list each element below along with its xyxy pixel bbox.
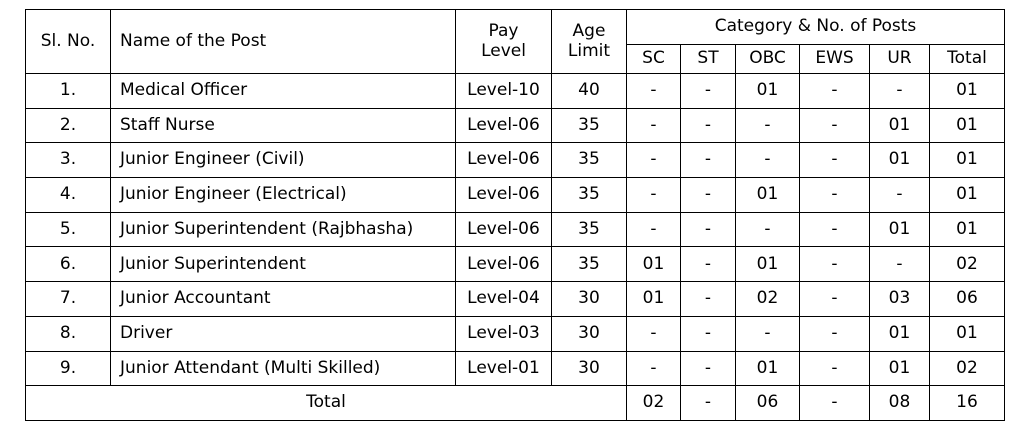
cell-st: - — [681, 351, 736, 386]
cell-post-name: Junior Engineer (Civil) — [111, 143, 456, 178]
table-row — [26, 74, 1005, 109]
header-post-name: Name of the Post — [111, 10, 456, 74]
cell-total: 01 — [930, 316, 1005, 351]
cell-total: 02 — [930, 351, 1005, 386]
table-row — [26, 282, 1005, 317]
cell-age-limit: 35 — [552, 212, 627, 247]
cell-age-limit: 40 — [552, 74, 627, 109]
cell-sc: - — [627, 74, 681, 109]
cell-obc: - — [736, 316, 800, 351]
cell-ur: - — [870, 74, 930, 109]
cell-ur: - — [870, 247, 930, 282]
header-sc: SC — [627, 45, 681, 74]
header-age-limit — [552, 10, 627, 74]
cell-obc: 01 — [736, 351, 800, 386]
cell-total: 06 — [930, 282, 1005, 317]
cell-obc: - — [736, 212, 800, 247]
table-row — [26, 351, 1005, 386]
cell-sl-no: 9. — [26, 351, 111, 386]
cell-post-name: Staff Nurse — [111, 108, 456, 143]
header-obc: OBC — [736, 45, 800, 74]
header-pay-level — [456, 10, 552, 74]
cell-pay-level: Level-06 — [456, 212, 552, 247]
cell-post-name: Junior Engineer (Electrical) — [111, 178, 456, 213]
table-row — [26, 178, 1005, 213]
cell-ur: 01 — [870, 316, 930, 351]
totals-label: Total — [26, 386, 627, 421]
cell-sc: - — [627, 143, 681, 178]
cell-st: - — [681, 316, 736, 351]
cell-sl-no: 8. — [26, 316, 111, 351]
cell-total: 01 — [930, 178, 1005, 213]
cell-post-name: Junior Superintendent (Rajbhasha) — [111, 212, 456, 247]
cell-sc: - — [627, 316, 681, 351]
cell-pay-level: Level-04 — [456, 282, 552, 317]
cell-obc: - — [736, 143, 800, 178]
totals-total: 16 — [930, 386, 1005, 421]
cell-sc: - — [627, 351, 681, 386]
cell-st: - — [681, 247, 736, 282]
totals-ur: 08 — [870, 386, 930, 421]
cell-sl-no: 2. — [26, 108, 111, 143]
cell-obc: 01 — [736, 178, 800, 213]
cell-pay-level: Level-06 — [456, 108, 552, 143]
cell-sl-no: 6. — [26, 247, 111, 282]
totals-obc: 06 — [736, 386, 800, 421]
cell-ur: 01 — [870, 143, 930, 178]
header-category: Category & No. of Posts — [627, 10, 1005, 45]
table-body — [26, 74, 1005, 386]
cell-total: 01 — [930, 212, 1005, 247]
cell-ur: - — [870, 178, 930, 213]
cell-ur: 03 — [870, 282, 930, 317]
cell-st: - — [681, 178, 736, 213]
cell-ews: - — [800, 316, 870, 351]
cell-age-limit: 35 — [552, 143, 627, 178]
cell-st: - — [681, 108, 736, 143]
header-sl-no: Sl. No. — [26, 10, 111, 74]
cell-pay-level: Level-01 — [456, 351, 552, 386]
cell-ews: - — [800, 74, 870, 109]
cell-sc: - — [627, 178, 681, 213]
cell-ews: - — [800, 178, 870, 213]
cell-total: 01 — [930, 74, 1005, 109]
cell-age-limit: 30 — [552, 316, 627, 351]
cell-sl-no: 3. — [26, 143, 111, 178]
cell-sc: - — [627, 212, 681, 247]
header-total: Total — [930, 45, 1005, 74]
cell-age-limit: 35 — [552, 108, 627, 143]
cell-ews: - — [800, 282, 870, 317]
cell-pay-level: Level-06 — [456, 178, 552, 213]
table-row — [26, 108, 1005, 143]
cell-ews: - — [800, 108, 870, 143]
cell-pay-level: Level-06 — [456, 143, 552, 178]
cell-sc: - — [627, 108, 681, 143]
cell-obc: - — [736, 108, 800, 143]
cell-post-name: Medical Officer — [111, 74, 456, 109]
cell-pay-level: Level-03 — [456, 316, 552, 351]
posts-table — [25, 9, 1005, 421]
cell-post-name: Junior Accountant — [111, 282, 456, 317]
cell-sl-no: 7. — [26, 282, 111, 317]
totals-st: - — [681, 386, 736, 421]
header-age-limit-line1: Age — [572, 20, 606, 41]
totals-sc: 02 — [627, 386, 681, 421]
cell-age-limit: 35 — [552, 247, 627, 282]
cell-st: - — [681, 212, 736, 247]
cell-post-name: Junior Superintendent — [111, 247, 456, 282]
cell-st: - — [681, 282, 736, 317]
cell-sl-no: 5. — [26, 212, 111, 247]
header-pay-level-line2: Level — [481, 40, 526, 61]
cell-pay-level: Level-10 — [456, 74, 552, 109]
cell-obc: 01 — [736, 74, 800, 109]
cell-age-limit: 35 — [552, 178, 627, 213]
cell-pay-level: Level-06 — [456, 247, 552, 282]
totals-row — [26, 386, 1005, 421]
cell-sl-no: 1. — [26, 74, 111, 109]
cell-total: 02 — [930, 247, 1005, 282]
table-row — [26, 247, 1005, 282]
cell-st: - — [681, 74, 736, 109]
cell-post-name: Driver — [111, 316, 456, 351]
cell-sl-no: 4. — [26, 178, 111, 213]
cell-total: 01 — [930, 143, 1005, 178]
cell-st: - — [681, 143, 736, 178]
cell-sc: 01 — [627, 247, 681, 282]
cell-obc: 01 — [736, 247, 800, 282]
cell-obc: 02 — [736, 282, 800, 317]
cell-ews: - — [800, 247, 870, 282]
cell-total: 01 — [930, 108, 1005, 143]
cell-ur: 01 — [870, 351, 930, 386]
header-ews: EWS — [800, 45, 870, 74]
header-ur: UR — [870, 45, 930, 74]
cell-ews: - — [800, 143, 870, 178]
cell-ews: - — [800, 212, 870, 247]
cell-ur: 01 — [870, 212, 930, 247]
cell-age-limit: 30 — [552, 282, 627, 317]
header-pay-level-line1: Pay — [488, 20, 519, 41]
totals-ews: - — [800, 386, 870, 421]
cell-age-limit: 30 — [552, 351, 627, 386]
table-row — [26, 316, 1005, 351]
table-row — [26, 143, 1005, 178]
table-row — [26, 212, 1005, 247]
cell-ews: - — [800, 351, 870, 386]
header-age-limit-line2: Limit — [567, 40, 611, 61]
cell-sc: 01 — [627, 282, 681, 317]
header-st: ST — [681, 45, 736, 74]
cell-ur: 01 — [870, 108, 930, 143]
cell-post-name: Junior Attendant (Multi Skilled) — [111, 351, 456, 386]
